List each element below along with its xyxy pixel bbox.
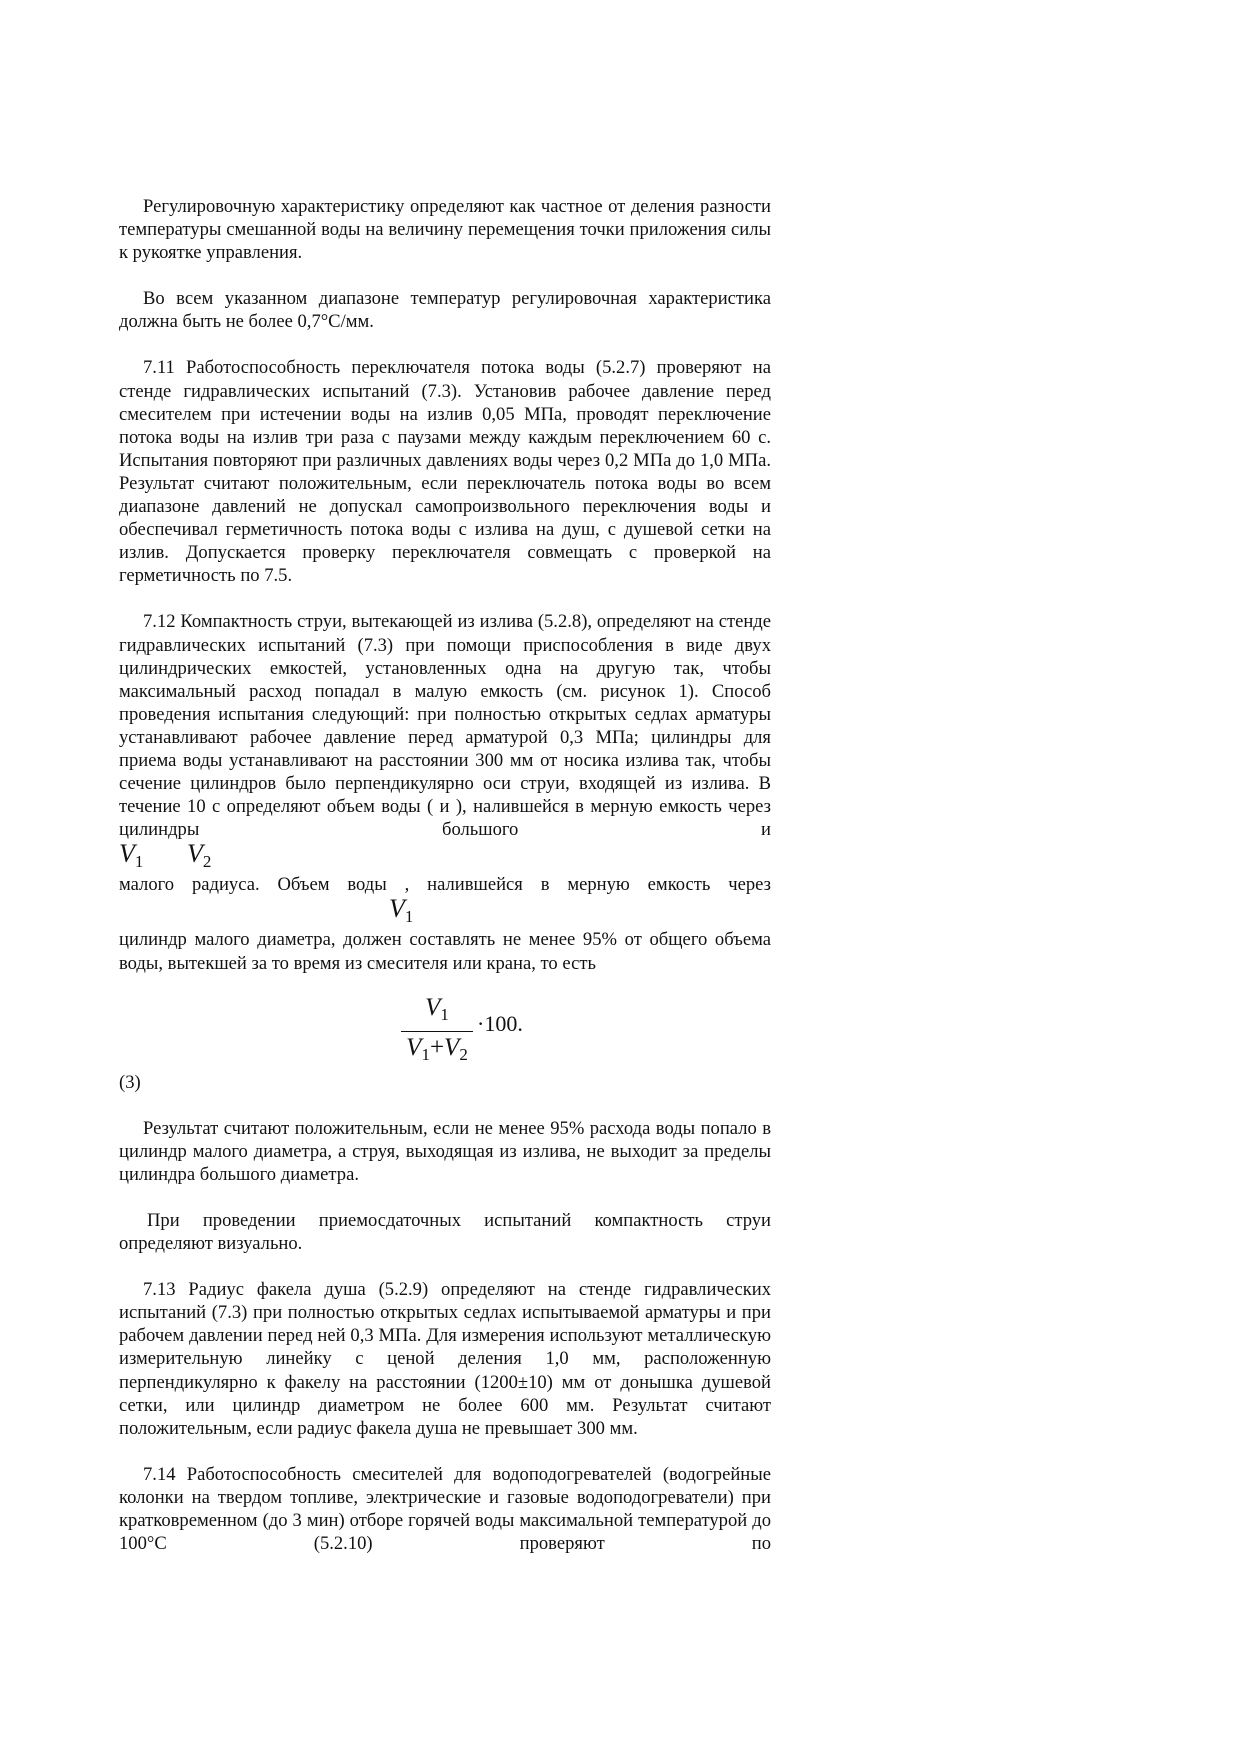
paragraph-regulation-characteristic: Регулировочную характеристику определяют как частное от деления разности температуры смешанной воды на величину перемещения точки приложения силы к рукоятке управления. — [119, 196, 771, 264]
math-v1: $V_1$ — [119, 839, 144, 872]
paragraph-7-12-part2: малого радиуса. Объем воды , налившейся в мерную емкость через — [119, 874, 771, 896]
math-v1-second: $V_1$ — [389, 894, 414, 927]
paragraph-7-11: 7.11 Работоспособность переключателя потока воды (5.2.7) проверяют на стенде гидравлических испытаний (7.3). Установив рабочее давление перед смесителем при истечении воды на излив 0,05 МПа, проводят переключение потока воды на излив три раза с паузами между каждым переключением 60 с. Испытания повторяют при различных давлениях воды через 0,2 МПа до 1,0 МПа. Результат считают положительным, если переключатель потока воды во всем диапазоне давлений не допускал самопроизвольного переключения воды и обеспечивал герметичность потока воды с излива на душ, с душевой сетки на излив. Допускается проверку переключателя совмещать с проверкой на герметичность по 7.5. — [119, 357, 771, 587]
paragraph-result: Результат считают положительным, если не менее 95% расхода воды попало в цилиндр малого диаметра, а струя, выходящая из излива, не выходит за пределы цилиндра большого диаметра. — [119, 1117, 771, 1185]
formula-multiplier: ·100. — [477, 1010, 523, 1036]
paragraph-7-14: 7.14 Работоспособность смесителей для водоподогревателей (водогрейные колонки на твердом топливе, электрические и газовые водоподогреватели) при кратковременном (до 3 мин) отборе горячей воды максимальной температурой до 100°С (5.2.10) проверяют по — [119, 1463, 771, 1555]
paragraph-7-12-part3: цилиндр малого диаметра, должен составлять не менее 95% от общего объема воды, вытекшей за то время из смесителя или крана, то есть — [119, 929, 771, 974]
document-body — [119, 195, 771, 1578]
paragraph-7-13: 7.13 Радиус факела душа (5.2.9) определяют на стенде гидравлических испытаний (7.3) при полностью открытых седлах испытываемой арматуры и при рабочем давлении перед ней 0,3 МПа. Для измерения используют металлическую измерительную линейку с ценой деления 1,0 мм, расположенную перпендикулярно к факелу на расстоянии (1200±10) мм от донышка душевой сетки, или цилиндр диаметром не более 600 мм. Результат считают положительным, если радиус факела душа не превышает 300 мм. — [119, 1279, 771, 1439]
fraction-bar — [401, 1031, 473, 1032]
equation-number: (3) — [119, 1071, 141, 1093]
fraction — [401, 993, 473, 1070]
paragraph-acceptance-test: При проведении приемосдаточных испытаний компактность струи определяют визуально. — [119, 1210, 771, 1255]
inline-math-v1-v2 — [119, 841, 771, 873]
paragraph-7-12-part1: 7.12 Компактность струи, вытекающей из излива (5.2.8), определяют на стенде гидравлических испытаний (7.3) при помощи приспособления в виде двух цилиндрических емкостей, установленных одна на другую так, чтобы максимальный расход попадал в малую емкость (см. рисунок 1). Способ проведения испытания следующий: при полностью открытых седлах арматуры устанавливают рабочее давление перед арматурой 0,3 МПа; цилиндры для приема воды устанавливают на расстоянии 300 мм от носика излива так, чтобы сечение цилиндров было перпендикулярно оси струи, входящей из излива. В течение 10 с определяют объем воды ( и ), налившейся в мерную емкость через цилиндры большого и — [119, 611, 771, 841]
paragraph-regulation-limit: Во всем указанном диапазоне температур регулировочная характеристика должна быть не более 0,7°С/мм. — [119, 288, 771, 333]
math-v2: $V_2$ — [187, 839, 212, 872]
fraction-numerator: $V_1$ — [425, 993, 449, 1024]
inline-math-v1 — [119, 896, 771, 928]
formula-3 — [119, 993, 771, 1071]
fraction-denominator: $V_1+V_2$ — [406, 1033, 468, 1064]
